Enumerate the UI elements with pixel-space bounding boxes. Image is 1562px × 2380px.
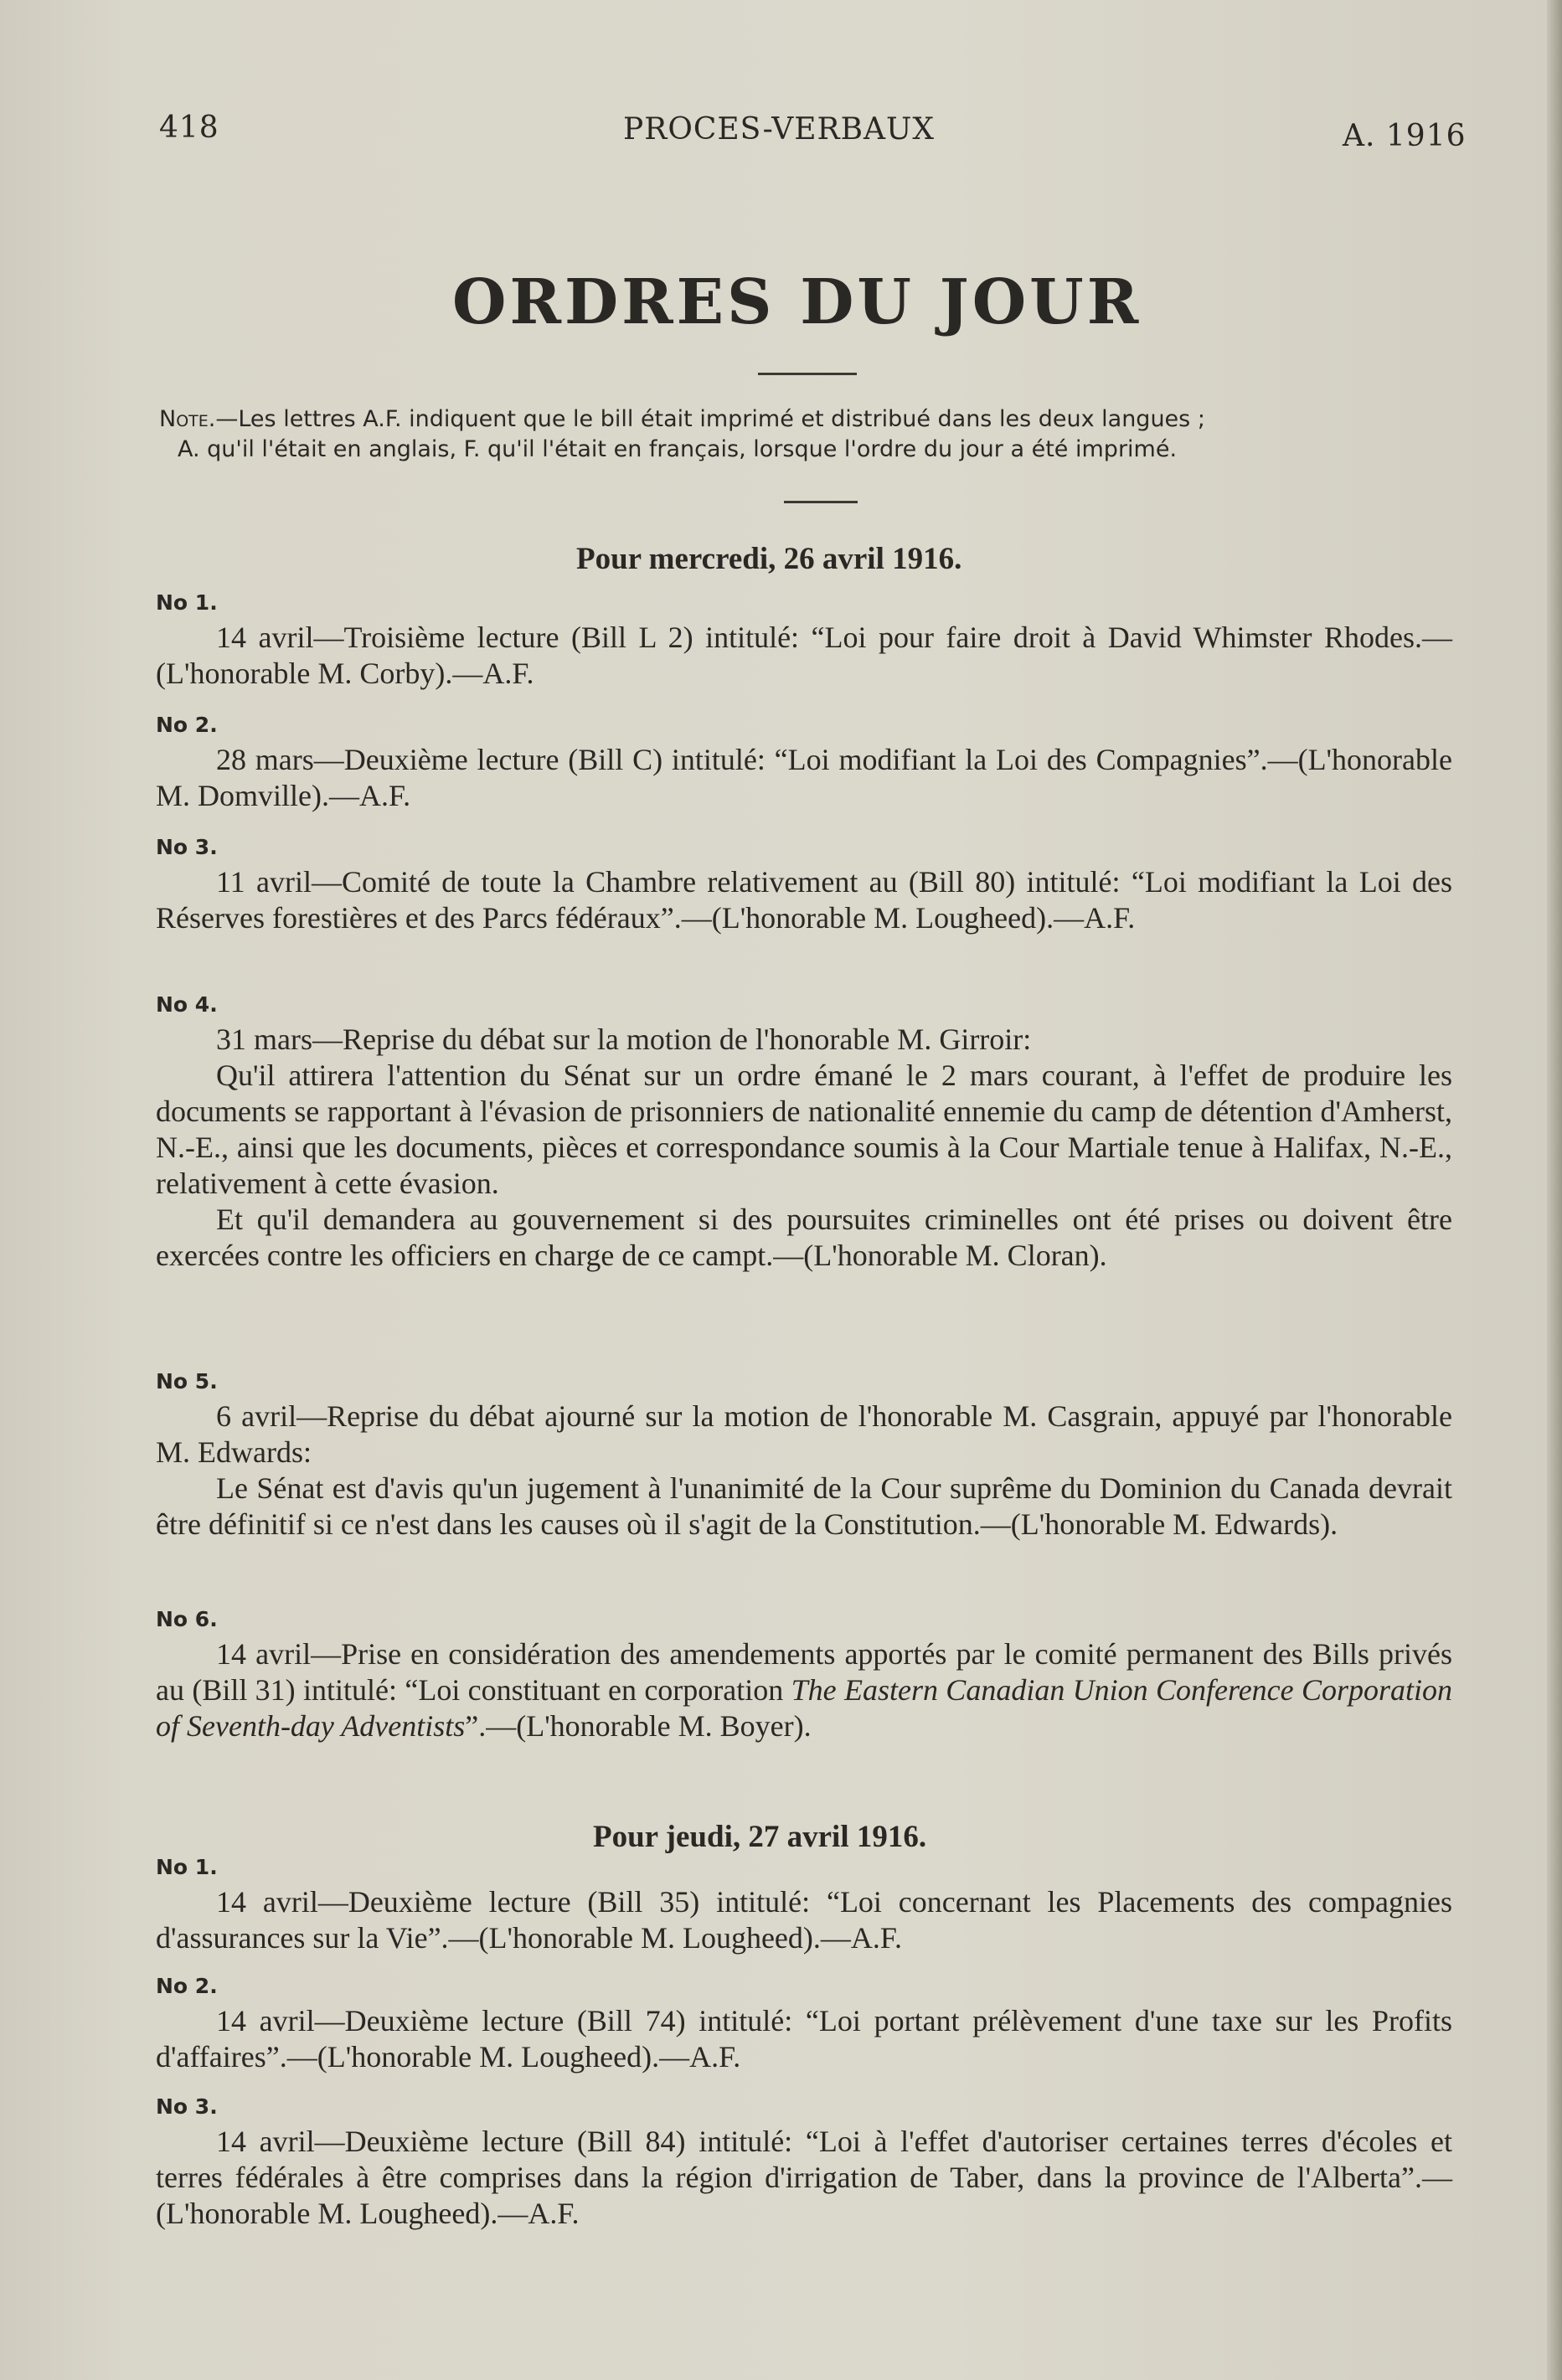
item-number: No 6.: [156, 1607, 218, 1631]
item-text-part: ”.—(L'honorable M. Boyer).: [465, 1709, 812, 1743]
item-number: No 1.: [156, 590, 218, 615]
item-text: 11 avril—Comité de toute la Chambre relativement au (Bill 80) intitulé: “Loi modifiant la Loi des Réserves forestières et des Parcs fédéraux”.—(L'honorable M. Lougheed).—A.F.: [156, 865, 1452, 935]
order-item: [156, 988, 1452, 1274]
order-item: [156, 1851, 1452, 1956]
item-number: No 3.: [156, 835, 218, 859]
note-rule: [784, 501, 858, 503]
running-title: PROCES-VERBAUX: [623, 112, 935, 147]
item-text: 14 avril—Troisième lecture (Bill L 2) intitulé: “Loi pour faire droit à David Whimster Rhodes.—(L'honorable M. Corby).—A.F.: [156, 621, 1452, 690]
item-text: Le Sénat est d'avis qu'un jugement à l'unanimité de la Cour suprême du Dominion du Canada devrait être définitif si ce n'est dans les causes où il s'agit de la Constitution.—(L'honorable M. Edwards).: [156, 1471, 1452, 1541]
item-number: No 3.: [156, 2094, 218, 2119]
item-number: No 5.: [156, 1369, 218, 1393]
title-rule: [758, 373, 857, 375]
section-heading-2: Pour jeudi, 27 avril 1916.: [593, 1820, 927, 1854]
order-item: [156, 1970, 1452, 2075]
item-text: Qu'il attirera l'attention du Sénat sur un ordre émané le 2 mars courant, à l'effet de produire les documents se rapportant à l'évasion de prisonniers de nationalité ennemie du camp de détention d'Amherst, N.-E., ainsi que les documents, pièces et correspondance soumis à la Cour Martiale tenue à Halifax, N.-E., relativement à cette évasion.: [156, 1059, 1452, 1200]
item-text: 14 avril—Deuxième lecture (Bill 35) intitulé: “Loi concernant les Placements des compagnies d'assurances sur la Vie”.—(L'honorable M. Lougheed).—A.F.: [156, 1885, 1452, 1955]
order-item: [156, 586, 1452, 692]
note-text-2: A. qu'il l'était en anglais, F. qu'il l'était en français, lorsque l'ordre du jour a été imprimé.: [178, 436, 1178, 462]
item-text: 14 avril—Deuxième lecture (Bill 84) intitulé: “Loi à l'effet d'autoriser certaines terres d'écoles et terres fédérales à être comprises dans la région d'irrigation de Taber, dans la province de l'Alberta”.—(L'honorable M. Lougheed).—A.F.: [156, 2125, 1452, 2230]
item-text-part: 14 avril—Prise en considération des amendements apportés par le comité permanent des Bills privés au (Bill 31) intitulé: “Loi constituant en corporation: [156, 1637, 1452, 1707]
item-text: 28 mars—Deuxième lecture (Bill C) intitulé: “Loi modifiant la Loi des Compagnies”.—(L'honorable M. Domville).—A.F.: [156, 743, 1452, 812]
order-item: [156, 831, 1452, 936]
session-label: A. 1916: [1343, 119, 1467, 153]
order-item: [156, 708, 1452, 814]
note-label: Note.: [159, 406, 216, 432]
order-item: [156, 1365, 1452, 1543]
page-title: ORDRES DU JOUR: [452, 266, 1142, 338]
item-text: Et qu'il demandera au gouvernement si des poursuites criminelles ont été prises ou doivent être exercées contre les officiers en charge de ce campt.—(L'honorable M. Cloran).: [156, 1203, 1452, 1272]
page-edge: [1547, 0, 1562, 2380]
page-number: 418: [159, 111, 219, 145]
item-number: No 4.: [156, 992, 218, 1017]
item-number: No 1.: [156, 1855, 218, 1879]
note-line-1: [159, 405, 1205, 434]
item-number: No 2.: [156, 713, 218, 737]
note-text-1: —Les lettres A.F. indiquent que le bill était imprimé et distribué dans les deux langues ;: [215, 406, 1205, 432]
corporation-name: The Eastern Canadian Union Conference Corporation of Seventh-day Adventists: [156, 1673, 1453, 1743]
order-item: [156, 2090, 1452, 2232]
note-line-2: [178, 435, 1177, 464]
item-text: 14 avril—Deuxième lecture (Bill 74) intitulé: “Loi portant prélèvement d'une taxe sur les Profits d'affaires”.—(L'honorable M. Lougheed).—A.F.: [156, 2004, 1452, 2073]
item-text: 31 mars—Reprise du débat sur la motion de l'honorable M. Girroir:: [216, 1023, 1032, 1056]
item-number: No 2.: [156, 1974, 218, 1998]
item-text: 6 avril—Reprise du débat ajourné sur la motion de l'honorable M. Casgrain, appuyé par l'honorable M. Edwards:: [156, 1399, 1452, 1469]
item-text: [156, 1636, 1452, 1744]
section-heading-1: Pour mercredi, 26 avril 1916.: [576, 542, 962, 576]
order-item: [156, 1603, 1452, 1744]
